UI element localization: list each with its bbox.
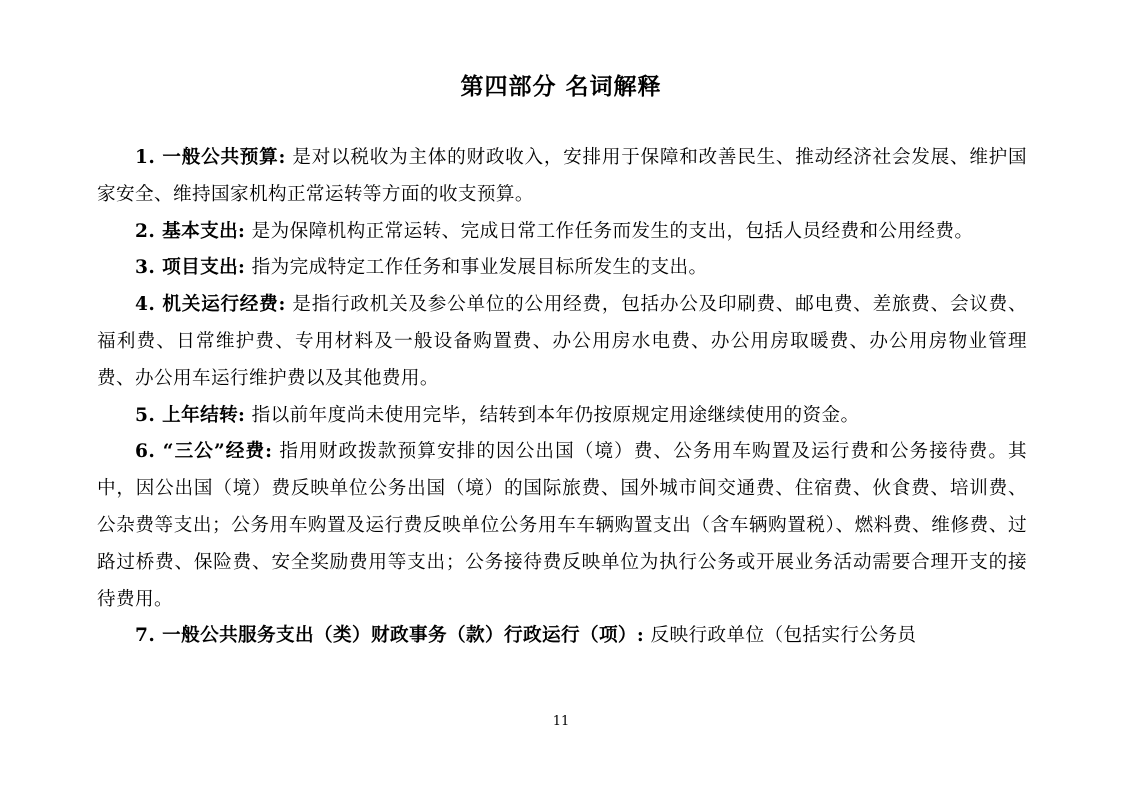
definition-text: 是对以税收为主体的财政收入，安排用于保障和改善民生、推动经济社会发展、维护国家安全、维持国家机构正常运转等方面的收支预算。 (97, 147, 1028, 205)
definitions-list (97, 140, 1027, 655)
definition-text: 指为完成特定工作任务和事业发展目标所发生的支出。 (245, 257, 708, 279)
definition-item (97, 214, 1027, 251)
definition-item (97, 140, 1027, 214)
definition-text: 反映行政单位（包括实行公务员 (644, 625, 917, 647)
definition-item (97, 398, 1027, 435)
definition-term: 2. 基本支出: (135, 220, 246, 242)
definition-term: 5. 上年结转: (135, 404, 246, 426)
definition-item (97, 250, 1027, 287)
page-number: 11 (552, 714, 570, 729)
definition-term: 4. 机关运行经费: (135, 294, 286, 316)
definition-text: 是为保障机构正常运转、完成日常工作任务而发生的支出，包括人员经费和公用经费。 (245, 220, 974, 242)
definition-item (97, 434, 1027, 618)
definition-term: 1. 一般公共预算: (135, 147, 286, 168)
page-title: 第四部分 名词解释 (460, 73, 662, 100)
definition-text: 指用财政拨款预算安排的因公出国（境）费、公务用车购置及运行费和公务接待费。其中，因公出国（境）费反映单位公务出国（境）的国际旅费、国外城市间交通费、住宿费、伙食费、培训费、公杂费等支出；公务用车购置及运行费反映单位公务用车车辆购置支出（含车辆购置税）、燃料费、维修费、过路过桥费、保险费、安全奖励费用等支出；公务接待费反映单位为执行公务或开展业务活动需要合理开支的接待费用。 (97, 441, 1028, 610)
definition-text: 是指行政机关及参公单位的公用经费，包括办公及印刷费、邮电费、差旅费、会议费、福利费、日常维护费、专用材料及一般设备购置费、办公用房水电费、办公用房取暖费、办公用房物业管理费、办公用车运行维护费以及其他费用。 (97, 294, 1028, 389)
definition-text: 指以前年度尚未使用完毕，结转到本年仍按原规定用途继续使用的资金。 (245, 404, 860, 426)
definition-item (97, 618, 1027, 655)
definition-term: 7. 一般公共服务支出（类）财政事务（款）行政运行（项）: (135, 625, 645, 647)
definition-item (97, 287, 1027, 397)
definition-term: 6. “三公”经费: (135, 441, 273, 463)
definition-term: 3. 项目支出: (135, 257, 246, 279)
